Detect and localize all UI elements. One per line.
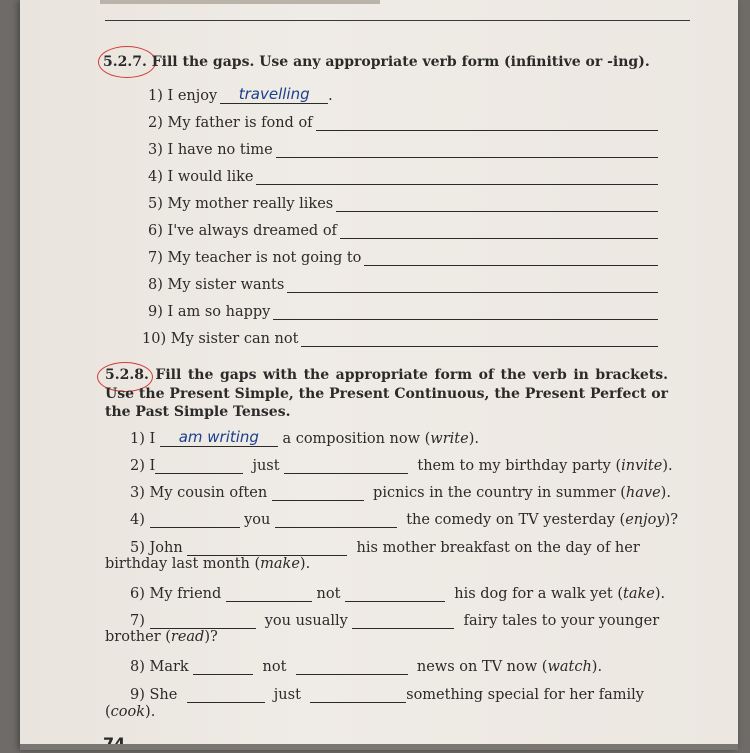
answer-blank[interactable]: [150, 614, 256, 629]
answer-blank[interactable]: [226, 587, 312, 602]
answer-blank[interactable]: [301, 332, 658, 347]
ex2-item-7: 7) you usually fairy tales to your younger: [130, 613, 660, 629]
answer-blank[interactable]: [340, 224, 658, 239]
ex2-item-7-cont: brother (read)?: [105, 629, 218, 645]
answer-blank[interactable]: [273, 305, 658, 320]
page-bottom-edge: [20, 744, 738, 750]
answer-blank[interactable]: [310, 688, 406, 703]
ex1-item-8: 8) My sister wants: [148, 273, 658, 293]
answer-blank[interactable]: [364, 251, 658, 266]
exercise-1-heading: [103, 53, 650, 71]
ex2-item-9-cont: (cook).: [105, 704, 156, 720]
answer-blank[interactable]: [275, 513, 397, 528]
handwritten-answer: travelling: [238, 85, 310, 103]
answer-blank[interactable]: [256, 170, 658, 185]
book-page: [20, 0, 738, 750]
ex2-item-6: 6) My friend not his dog for a walk yet ( take ).: [130, 586, 666, 602]
ex1-item-5: 5) My mother really likes: [148, 192, 658, 212]
answer-blank[interactable]: [345, 587, 445, 602]
ex2-item-5-cont: birthday last month (make).: [105, 556, 311, 572]
ex1-item-10: 10) My sister can not: [142, 327, 658, 347]
ex2-item-2: 2) I just them to my birthday party ( invite ).: [130, 458, 673, 474]
exercise-1-number: 5.2.7.: [103, 54, 147, 70]
answer-blank[interactable]: [187, 541, 347, 556]
ex1-item-7: 7) My teacher is not going to: [148, 246, 658, 266]
answer-blank[interactable]: [150, 513, 240, 528]
answer-blank[interactable]: [187, 688, 265, 703]
ex1-item-3: 3) I have no time: [148, 138, 658, 158]
exercise-2-heading: [105, 366, 668, 422]
answer-blank[interactable]: [276, 143, 658, 158]
divider-line: [105, 20, 690, 21]
answer-blank[interactable]: [155, 459, 243, 474]
exercise-2-instruction: Fill the gaps with the appropriate form of the verb in brackets. Use the Present Simple, the Present Continuous, the Present Perfect or the Past Simple Tenses.: [105, 367, 668, 420]
answer-blank[interactable]: [287, 278, 658, 293]
top-cut-text: [100, 0, 380, 4]
ex2-answer-blank[interactable]: [160, 428, 278, 447]
answer-blank[interactable]: [316, 116, 658, 131]
answer-blank[interactable]: [272, 486, 364, 501]
ex2-item-4: 4) you the comedy on TV yesterday ( enjoy )?: [130, 512, 678, 528]
answer-blank[interactable]: [193, 660, 253, 675]
answer-blank[interactable]: [296, 660, 408, 675]
answer-blank[interactable]: [284, 459, 408, 474]
ex2-item-8: 8) Mark not news on TV now ( watch ).: [130, 659, 603, 675]
ex1-item-4: 4) I would like: [148, 165, 658, 185]
exercise-2-number: 5.2.8.: [105, 367, 149, 383]
ex1-item-2: 2) My father is fond of: [148, 111, 658, 131]
ex2-item-9: 9) She just something special for her family: [130, 687, 644, 703]
ex2-item-5: 5) John his mother breakfast on the day of her: [130, 540, 640, 556]
ex1-item-6: 6) I've always dreamed of: [148, 219, 658, 239]
ex2-item-1: 1) I am writing a composition now ( write ).: [130, 428, 479, 447]
ex1-answer-blank[interactable]: [220, 85, 328, 104]
answer-blank[interactable]: [352, 614, 454, 629]
ex2-item-3: 3) My cousin often picnics in the country in summer ( have ).: [130, 485, 671, 501]
answer-blank[interactable]: [336, 197, 658, 212]
handwritten-answer: am writing: [178, 428, 259, 446]
exercise-1-instruction: Fill the gaps. Use any appropriate verb form (infinitive or -ing).: [151, 54, 650, 70]
ex1-item-1: 1) I enjoy travelling .: [148, 85, 333, 104]
ex1-item-9: 9) I am so happy: [148, 300, 658, 320]
